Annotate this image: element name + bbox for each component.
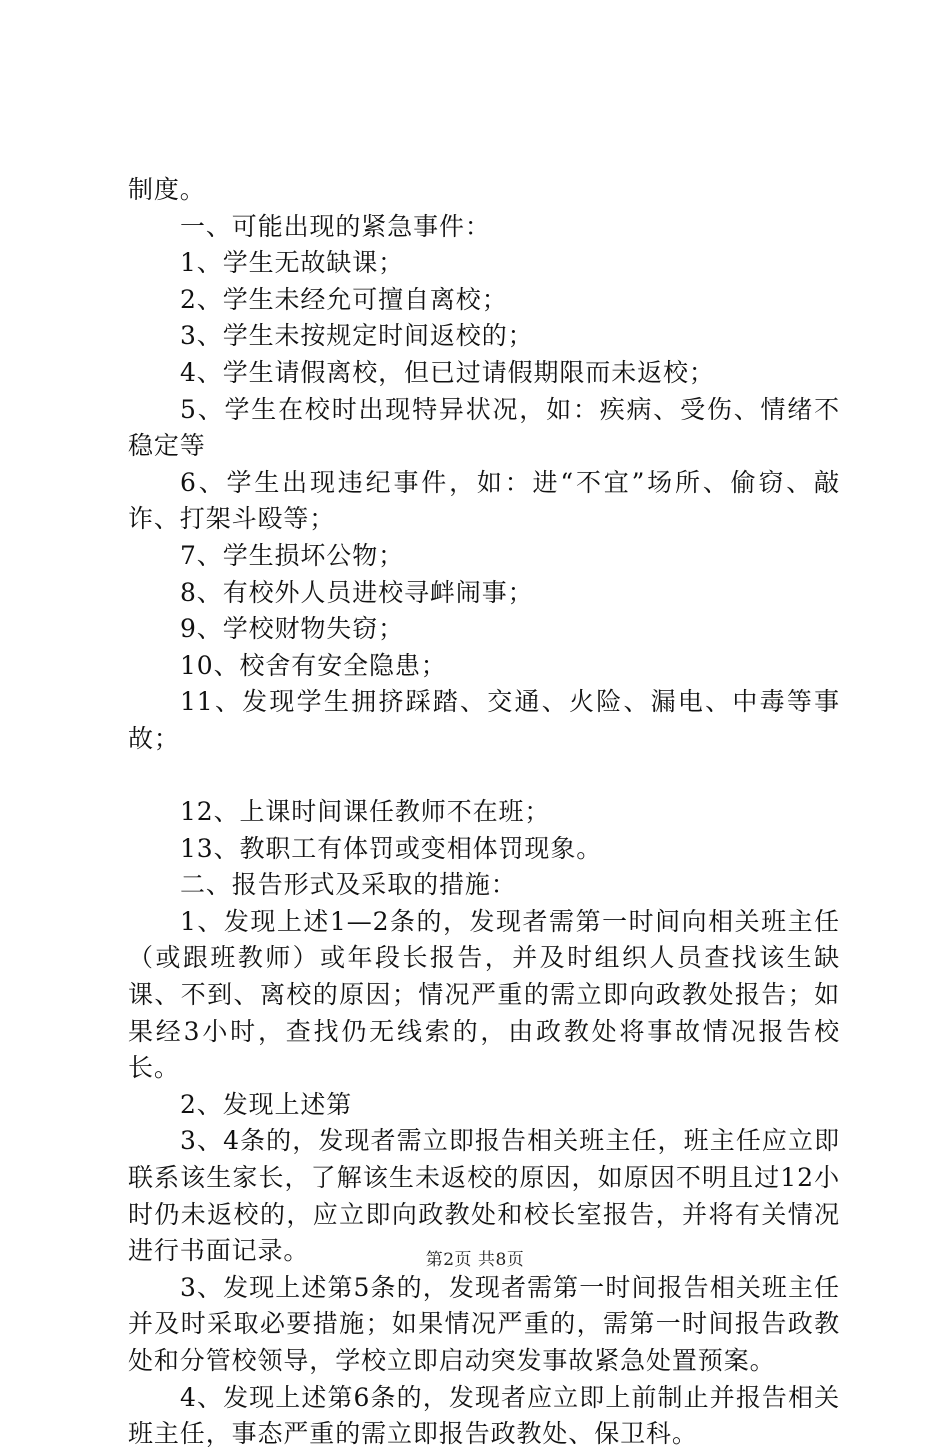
section-heading-measures: 二、报告形式及采取的措施： — [180, 870, 517, 900]
list-item: 4、学生请假离校，但已过请假期限而未返校； — [180, 357, 715, 387]
measure-paragraph: 2、发现上述第 — [180, 1089, 353, 1119]
list-item: 2、学生未经允可擅自离校； — [180, 284, 508, 314]
list-item: 10、校舍有安全隐患； — [180, 650, 447, 680]
list-item: 8、有校外人员进校寻衅闹事； — [180, 577, 534, 607]
measure-paragraph: 3、4条的，发现者需立即报告相关班主任，班主任应立即联系该生家长，了解该生未返校的原因，如原因不明且过12小时仍未返校的，应立即向政教处和校长室报告，并将有关情况进行书面记录。 — [128, 1126, 840, 1266]
measure-paragraph: 1、发现上述1—2条的，发现者需第一时间向相关班主任（或跟班教师）或年段长报告，并及时组织人员查找该生缺课、不到、离校的原因；情况严重的需立即向政教处报告；如果经3小时，查找仍无线索的，由政教处将事故情况报告校长。 — [128, 906, 840, 1083]
list-item: 7、学生损坏公物； — [180, 540, 405, 570]
list-item: 13、教职工有体罚或变相体罚现象。 — [180, 833, 603, 863]
list-item: 1、学生无故缺课； — [180, 248, 405, 278]
paragraph-continuation: 制度。 — [128, 175, 206, 204]
measure-paragraph: 3、发现上述第5条的，发现者需第一时间报告相关班主任并及时采取必要措施；如果情况严重的，需第一时间报告政教处和分管校领导，学校立即启动突发事故紧急处置预案。 — [128, 1272, 840, 1375]
list-item: 5、学生在校时出现特异状况，如：疾病、受伤、情绪不稳定等 — [128, 394, 840, 461]
section-heading-emergencies: 一、可能出现的紧急事件： — [180, 211, 491, 241]
blank-line — [128, 758, 840, 795]
list-item: 11、发现学生拥挤踩踏、交通、火险、漏电、中毒等事故； — [128, 687, 840, 753]
list-item: 9、学校财物失窃； — [180, 614, 405, 644]
measure-paragraph: 4、发现上述第6条的，发现者应立即上前制止并报告相关班主任，事态严重的需立即报告政教处、保卫科。 — [128, 1382, 840, 1449]
page-number-footer: 第2页 共8页 — [425, 1250, 525, 1270]
list-item: 3、学生未按规定时间返校的； — [180, 321, 534, 351]
list-item: 6、学生出现违纪事件，如：进“不宜”场所、偷窃、敲诈、打架斗殴等； — [128, 467, 840, 534]
list-item: 12、上课时间课任教师不在班； — [180, 797, 551, 827]
